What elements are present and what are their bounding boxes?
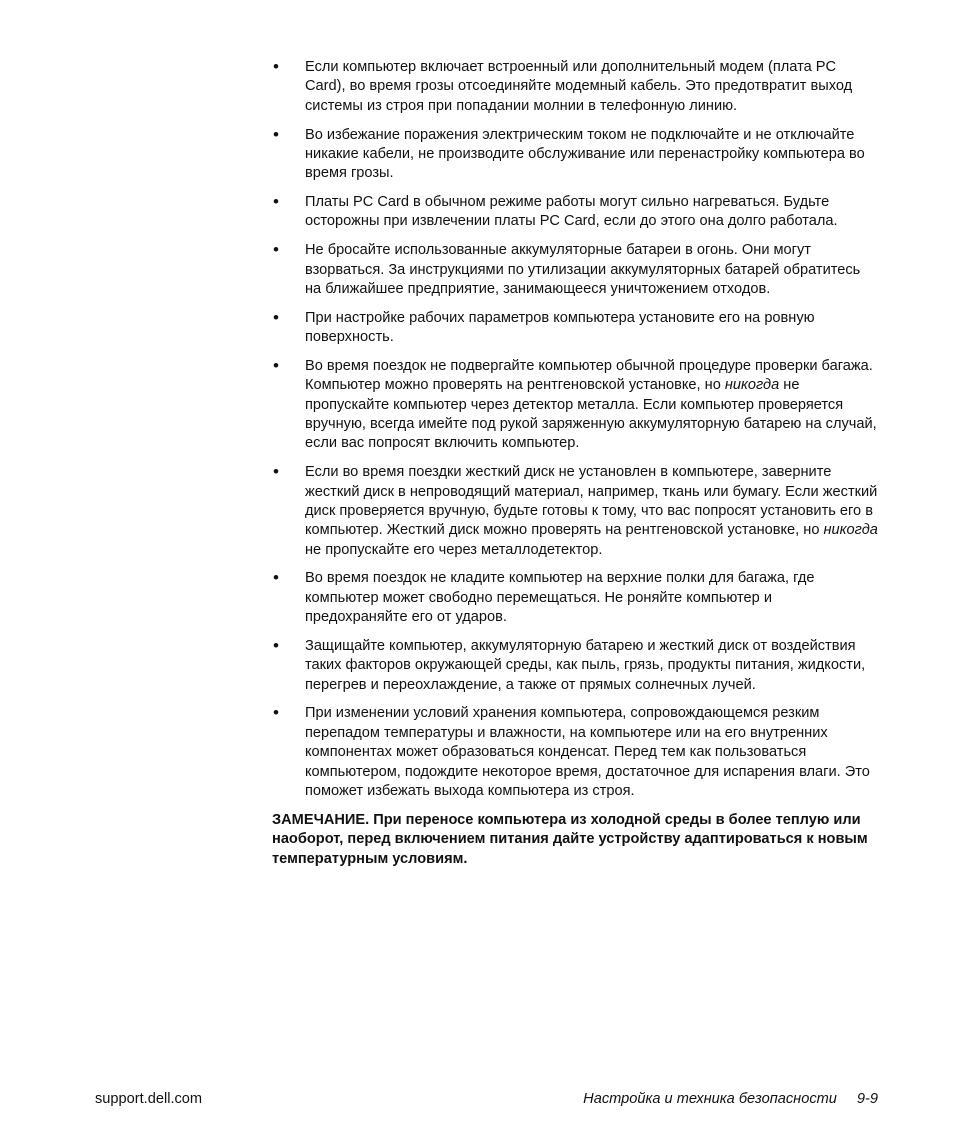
bullet-item <box>272 357 878 454</box>
bullet-item <box>272 58 878 116</box>
bullet-icon: • <box>273 635 279 655</box>
bullet-text: Во избежание поражения электрическим током не подключайте и не отключайте никакие кабели, не производите обслуживание или перенастройку компьютера во время грозы. <box>305 126 865 182</box>
footer-website: support.dell.com <box>95 1091 203 1107</box>
bullet-icon: • <box>273 240 279 260</box>
bullet-text: Не бросайте использованные аккумуляторные батареи в огонь. Они могут взорваться. За инструкциями по утилизации аккумуляторных батарей обратитесь на ближайшее предприятие, занимающееся уничтожением отходов. <box>305 242 861 297</box>
bullet-item <box>272 637 878 695</box>
bullet-text: Защищайте компьютер, аккумуляторную батарею и жесткий диск от воздействия таких факторов окружающей среды, как пыль, грязь, продукты питания, жидкости, перегрев и переохлаждение, а также от прямых солнечных лучей. <box>305 637 866 693</box>
bullet-icon: • <box>273 568 279 588</box>
emphasis-text: никогда <box>724 377 780 394</box>
footer-page-number: 9-9 <box>856 1091 878 1107</box>
emphasis-text: никогда <box>823 522 878 539</box>
bullet-icon: • <box>273 192 279 212</box>
bullet-text: Во время поездок не подвергайте компьютер обычной процедуре проверки багажа. Компьютер можно проверять на рентгеновской установке, но <box>305 357 873 394</box>
safety-bullet-list <box>272 58 878 801</box>
bullet-icon: • <box>273 703 279 723</box>
bullet-item <box>272 569 878 627</box>
footer-section-title: Настройка и техника безопасности <box>583 1091 837 1107</box>
bullet-text: не пропускайте его через металлодетектор. <box>305 541 603 558</box>
bullet-text: Если во время поездки жесткий диск не установлен в компьютере, заверните жесткий диск в непроводящий материал, например, ткань или бумагу. Если жесткий диск проверяется вручную, будьте готовы к тому, что вас попросят установить его в компьютер. Жесткий диск можно проверять на рентгеновской установке, но <box>305 464 878 539</box>
bullet-icon: • <box>273 307 279 327</box>
notice-paragraph: ЗАМЕЧАНИЕ. При переносе компьютера из холодной среды в более теплую или наоборот, перед включением питания дайте устройству адаптироваться к новым температурным условиям. <box>272 811 868 867</box>
bullet-item <box>272 704 878 801</box>
bullet-icon: • <box>273 462 279 482</box>
page-content <box>272 58 878 869</box>
bullet-text: Платы PC Card в обычном режиме работы могут сильно нагреваться. Будьте осторожны при извлечении платы PC Card, если до этого она долго работала. <box>305 194 838 230</box>
bullet-text: Во время поездок не кладите компьютер на верхние полки для багажа, где компьютер может свободно перемещаться. Не роняйте компьютер и предохраняйте его от ударов. <box>305 570 815 626</box>
bullet-icon: • <box>273 57 279 76</box>
bullet-text: Если компьютер включает встроенный или дополнительный модем (плата PC Card), во время грозы отсоединяйте модемный кабель. Это предотвратит выход системы из строя при попадании молнии в телефонную линию. <box>305 59 853 114</box>
bullet-icon: • <box>273 124 279 144</box>
bullet-text: При настройке рабочих параметров компьютера установите его на ровную поверхность. <box>305 309 815 346</box>
bullet-icon: • <box>273 355 279 375</box>
bullet-item <box>272 309 878 348</box>
bullet-item <box>272 193 878 232</box>
bullet-text: не пропускайте компьютер через детектор металла. Если компьютер проверяется вручную, всегда имейте под рукой заряженную аккумуляторную батарею на случай, если вас попросят включить компьютер. <box>305 377 877 452</box>
bullet-item <box>272 241 878 299</box>
bullet-item <box>272 463 878 560</box>
footer-page-info <box>583 1090 878 1109</box>
bullet-text: При изменении условий хранения компьютера, сопровождающемся резким перепадом температуры и влажности, на компьютере или на его внутренних компонентах может образоваться конденсат. Перед тем как пользоваться компьютером, подождите некоторое время, достаточное для испарения влаги. Это поможет избежать выхода компьютера из строя. <box>305 705 870 800</box>
bullet-item <box>272 126 878 184</box>
